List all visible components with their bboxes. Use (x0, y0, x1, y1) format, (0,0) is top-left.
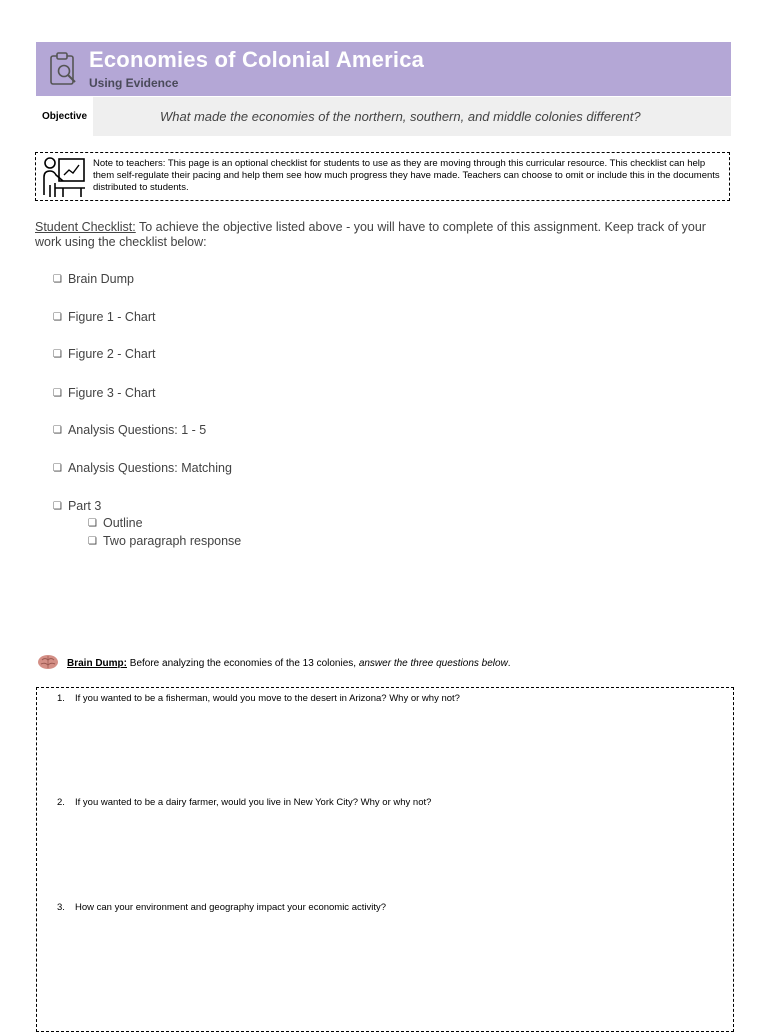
page-subtitle: Using Evidence (89, 76, 179, 90)
checklist-item-label: Part 3 (67, 499, 102, 513)
checklist-subitem[interactable] (88, 534, 241, 548)
checklist-item-label: Analysis Questions: Matching (67, 461, 232, 475)
checklist-item[interactable] (53, 347, 156, 361)
question-2 (57, 797, 431, 808)
question-text: If you wanted to be a fisherman, would you move to the desert in Arizona? Why or why not? (75, 693, 460, 704)
checklist-intro-text: To achieve the objective listed above - you will have to complete of this assignment. Keep track of your work using the checklist below: (35, 220, 706, 249)
checkbox-icon[interactable]: ❏ (53, 349, 62, 360)
checkbox-icon[interactable]: ❏ (53, 388, 62, 399)
checklist-item-label: Analysis Questions: 1 - 5 (67, 423, 207, 437)
brain-dump-text: Before analyzing the economies of the 13 colonies, (127, 658, 359, 669)
brain-dump-instructions (67, 658, 511, 669)
checkbox-icon[interactable]: ❏ (53, 501, 62, 512)
page-title: Economies of Colonial America (89, 47, 425, 72)
question-number: 2. (57, 797, 65, 808)
checklist-item[interactable] (53, 272, 134, 286)
checkbox-icon[interactable]: ❏ (53, 425, 62, 436)
checklist-item-label: Brain Dump (67, 272, 134, 286)
objective-row (36, 97, 731, 136)
checkbox-icon[interactable]: ❏ (88, 518, 97, 529)
teacher-note (35, 152, 730, 201)
checklist-item-label: Figure 2 - Chart (67, 347, 156, 361)
brain-icon (37, 654, 59, 670)
checklist-item[interactable] (53, 461, 232, 475)
checklist-item-label: Figure 3 - Chart (67, 386, 156, 400)
teacher-at-board-icon (41, 155, 87, 199)
checkbox-icon[interactable]: ❏ (53, 463, 62, 474)
checklist-item[interactable] (53, 423, 206, 437)
checkbox-icon[interactable]: ❏ (88, 536, 97, 547)
question-text: How can your environment and geography impact your economic activity? (75, 902, 387, 913)
brain-dump-italic: answer the three questions below (358, 658, 508, 669)
checklist-subitem-label: Two paragraph response (102, 534, 242, 548)
objective-label: Objective (36, 97, 93, 136)
checklist-subitem-label: Outline (102, 516, 143, 530)
question-3 (57, 902, 386, 913)
teacher-note-text: Note to teachers: This page is an optional checklist for students to use as they are moving through this curricular resource. This checklist can help them self-regulate their pacing and help them see how much progress they have made. Teachers can choose to omit or include this in the documents distributed to students. (93, 158, 720, 193)
checklist-item[interactable] (53, 310, 156, 324)
question-number: 1. (57, 693, 65, 704)
checkbox-icon[interactable]: ❏ (53, 312, 62, 323)
question-text: If you wanted to be a dairy farmer, would you live in New York City? Why or why not? (75, 797, 432, 808)
brain-dump-answer-box[interactable] (36, 687, 734, 1032)
objective-question: What made the economies of the northern, southern, and middle colonies different? (160, 109, 641, 124)
question-1 (57, 693, 460, 704)
brain-dump-end: . (507, 658, 511, 669)
checklist-item[interactable] (53, 386, 156, 400)
clipboard-magnifier-icon (46, 50, 80, 88)
checklist-item-label: Figure 1 - Chart (67, 310, 156, 324)
brain-dump-label: Brain Dump: (67, 658, 127, 669)
checklist-intro (35, 220, 735, 250)
checkbox-icon[interactable]: ❏ (53, 274, 62, 285)
title-banner (36, 42, 731, 96)
question-number: 3. (57, 902, 65, 913)
checklist-subitem[interactable] (88, 516, 143, 530)
checklist-heading: Student Checklist: (35, 220, 136, 234)
checklist-item[interactable] (53, 499, 101, 513)
